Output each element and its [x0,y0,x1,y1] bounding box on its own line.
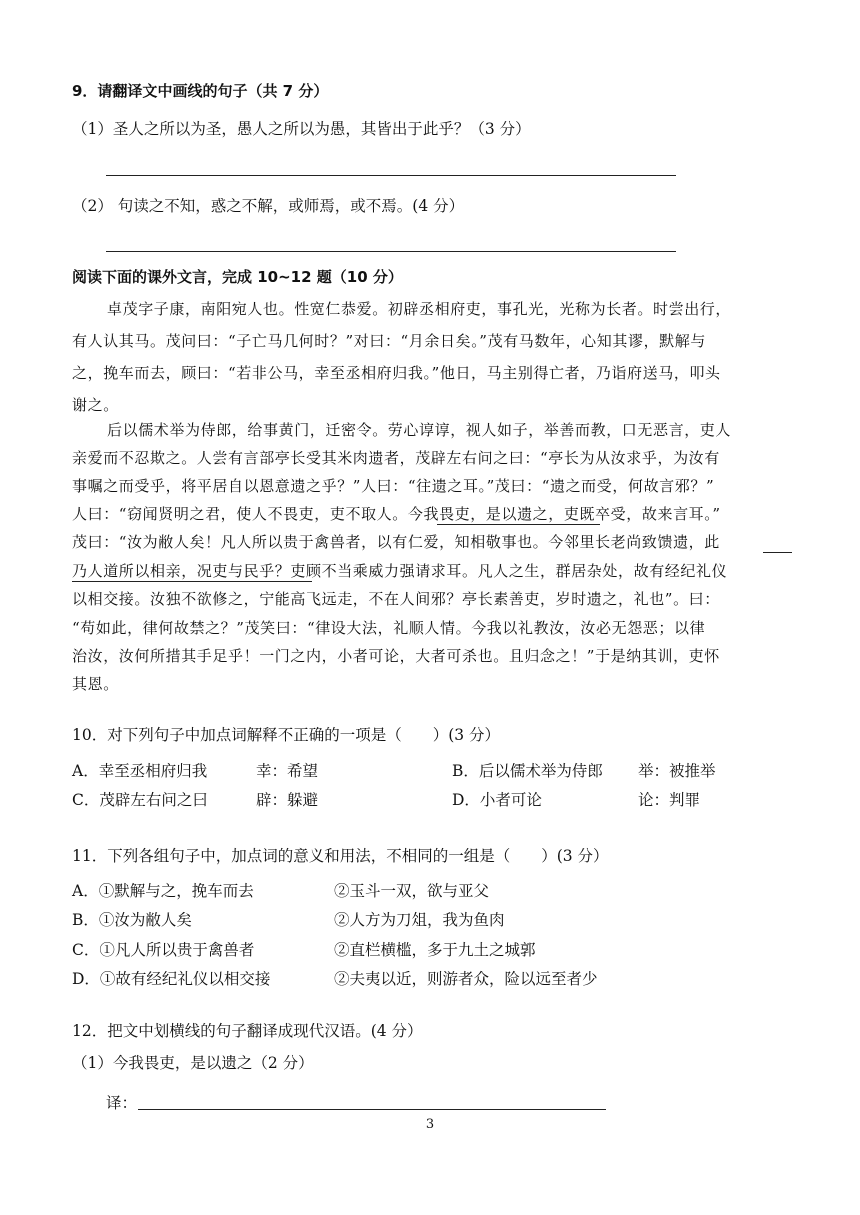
answer-line-3[interactable] [138,1109,606,1110]
answer-line-1[interactable] [106,175,676,176]
passage-line: 亲爱而不忍欺之。人尝有言部亭长受其米肉遗者，茂辟左右问之曰：“亭长为从汝求乎，为汝有 [72,449,720,467]
passage-heading: 阅读下面的课外文言，完成 10~12 题（10 分） [72,268,403,286]
underline-mark [72,581,312,582]
passage-line: 茂曰：“汝为敝人矣！凡人所以贵于禽兽者，以有仁爱，知相敬事也。今邻里长老尚致馈遗，此 [72,533,720,551]
passage-line: 之，挽车而去，顾曰：“若非公马，幸至丞相府归我。”他日，马主别得亡者，乃诣府送马，叩头 [72,364,721,382]
passage-line: 其恩。 [72,675,119,693]
q11-option-a-second: ②玉斗一双，欲与亚父 [334,882,490,900]
q11-option-a[interactable]: A．①默解与之，挽车而去 [72,882,254,900]
passage-line: 谢之。 [72,396,119,414]
q11-option-b[interactable]: B．①汝为敝人矣 [72,911,192,929]
underline-mark [763,552,792,553]
passage-line: 后以儒术举为侍郎，给事黄门，迁密令。劳心谆谆，视人如子，举善而教，口无恶言，吏人 [107,421,732,439]
passage-line: 有人认其马。茂问曰：“子亡马几何时？”对曰：“月余日矣。”茂有马数年，心知其谬，默解与 [72,332,706,350]
q10-option-b[interactable]: B．后以儒术举为侍郎 [452,762,603,780]
passage-line: 事嘱之而受乎，将平居自以恩意遗之乎？”人曰：“往遗之耳。”茂曰：“遗之而受，何故言邪？” [72,477,715,495]
passage-line: “苟如此，律何故禁之？”茂笑曰：“律设大法，礼顺人情。今我以礼教汝，汝必无怨恶；以律 [72,619,706,637]
q10-stem: 10．对下列句子中加点词解释不正确的一项是（ ）(3 分） [72,726,501,744]
passage-line: 卓茂字子康，南阳宛人也。性宽仁恭爱。初辟丞相府吏，事孔光，光称为长者。时尝出行， [107,300,732,318]
q11-option-b-second: ②人方为刀俎，我为鱼肉 [334,911,505,929]
passage-line: 以相交接。汝独不欲修之，宁能高飞远走，不在人间邪？亭长素善吏，岁时遗之，礼也”。曰： [72,590,720,608]
q10-option-b-gloss: 举：被推举 [638,762,716,780]
q9-item1: （1）圣人之所以为圣，愚人之所以为愚，其皆出于此乎？（3 分） [72,120,531,138]
q10-option-a-gloss: 幸：希望 [256,762,319,780]
passage-line: 乃人道所以相亲，况吏与民乎？吏顾不当乘威力强请求耳。凡人之生，群居杂处，故有经纪礼仪 [72,562,728,580]
q10-option-c[interactable]: C．茂辟左右问之曰 [72,791,208,809]
page-number: 3 [425,1117,435,1132]
underline-mark [437,524,600,525]
q11-option-c[interactable]: C．①凡人所以贵于禽兽者 [72,941,255,959]
q11-option-c-second: ②直栏横槛，多于九土之城郭 [334,941,536,959]
answer-line-2[interactable] [106,251,676,252]
q10-option-d-gloss: 论：判罪 [638,791,701,809]
q10-option-d[interactable]: D．小者可论 [452,791,542,809]
passage-line: 治汝，汝何所措其手足乎！一门之内，小者可论，大者可杀也。且归念之！”于是纳其训，吏怀 [72,647,720,665]
q9-title: 9．请翻译文中画线的句子（共 7 分） [72,82,329,100]
q10-option-c-gloss: 辟：躲避 [256,791,319,809]
q11-stem: 11．下列各组句子中，加点词的意义和用法，不相同的一组是（ ）(3 分） [72,847,609,865]
q11-option-d-second: ②夫夷以近，则游者众，险以远至者少 [334,970,598,988]
q12-answer-label: 译： [106,1094,138,1112]
q10-option-a[interactable]: A．幸至丞相府归我 [72,762,208,780]
q11-option-d[interactable]: D．①故有经纪礼仪以相交接 [72,970,271,988]
q9-item2: （2） 句读之不知，惑之不解，或师焉，或不焉。(4 分） [72,197,465,215]
q12-stem: 12．把文中划横线的句子翻译成现代汉语。(4 分） [72,1022,423,1040]
passage-line: 人曰：“窃闻贤明之君，使人不畏吏，吏不取人。今我畏吏，是以遗之，吏既卒受，故来言耳。” [72,505,721,523]
q12-item1: （1）今我畏吏，是以遗之（2 分） [72,1054,314,1072]
